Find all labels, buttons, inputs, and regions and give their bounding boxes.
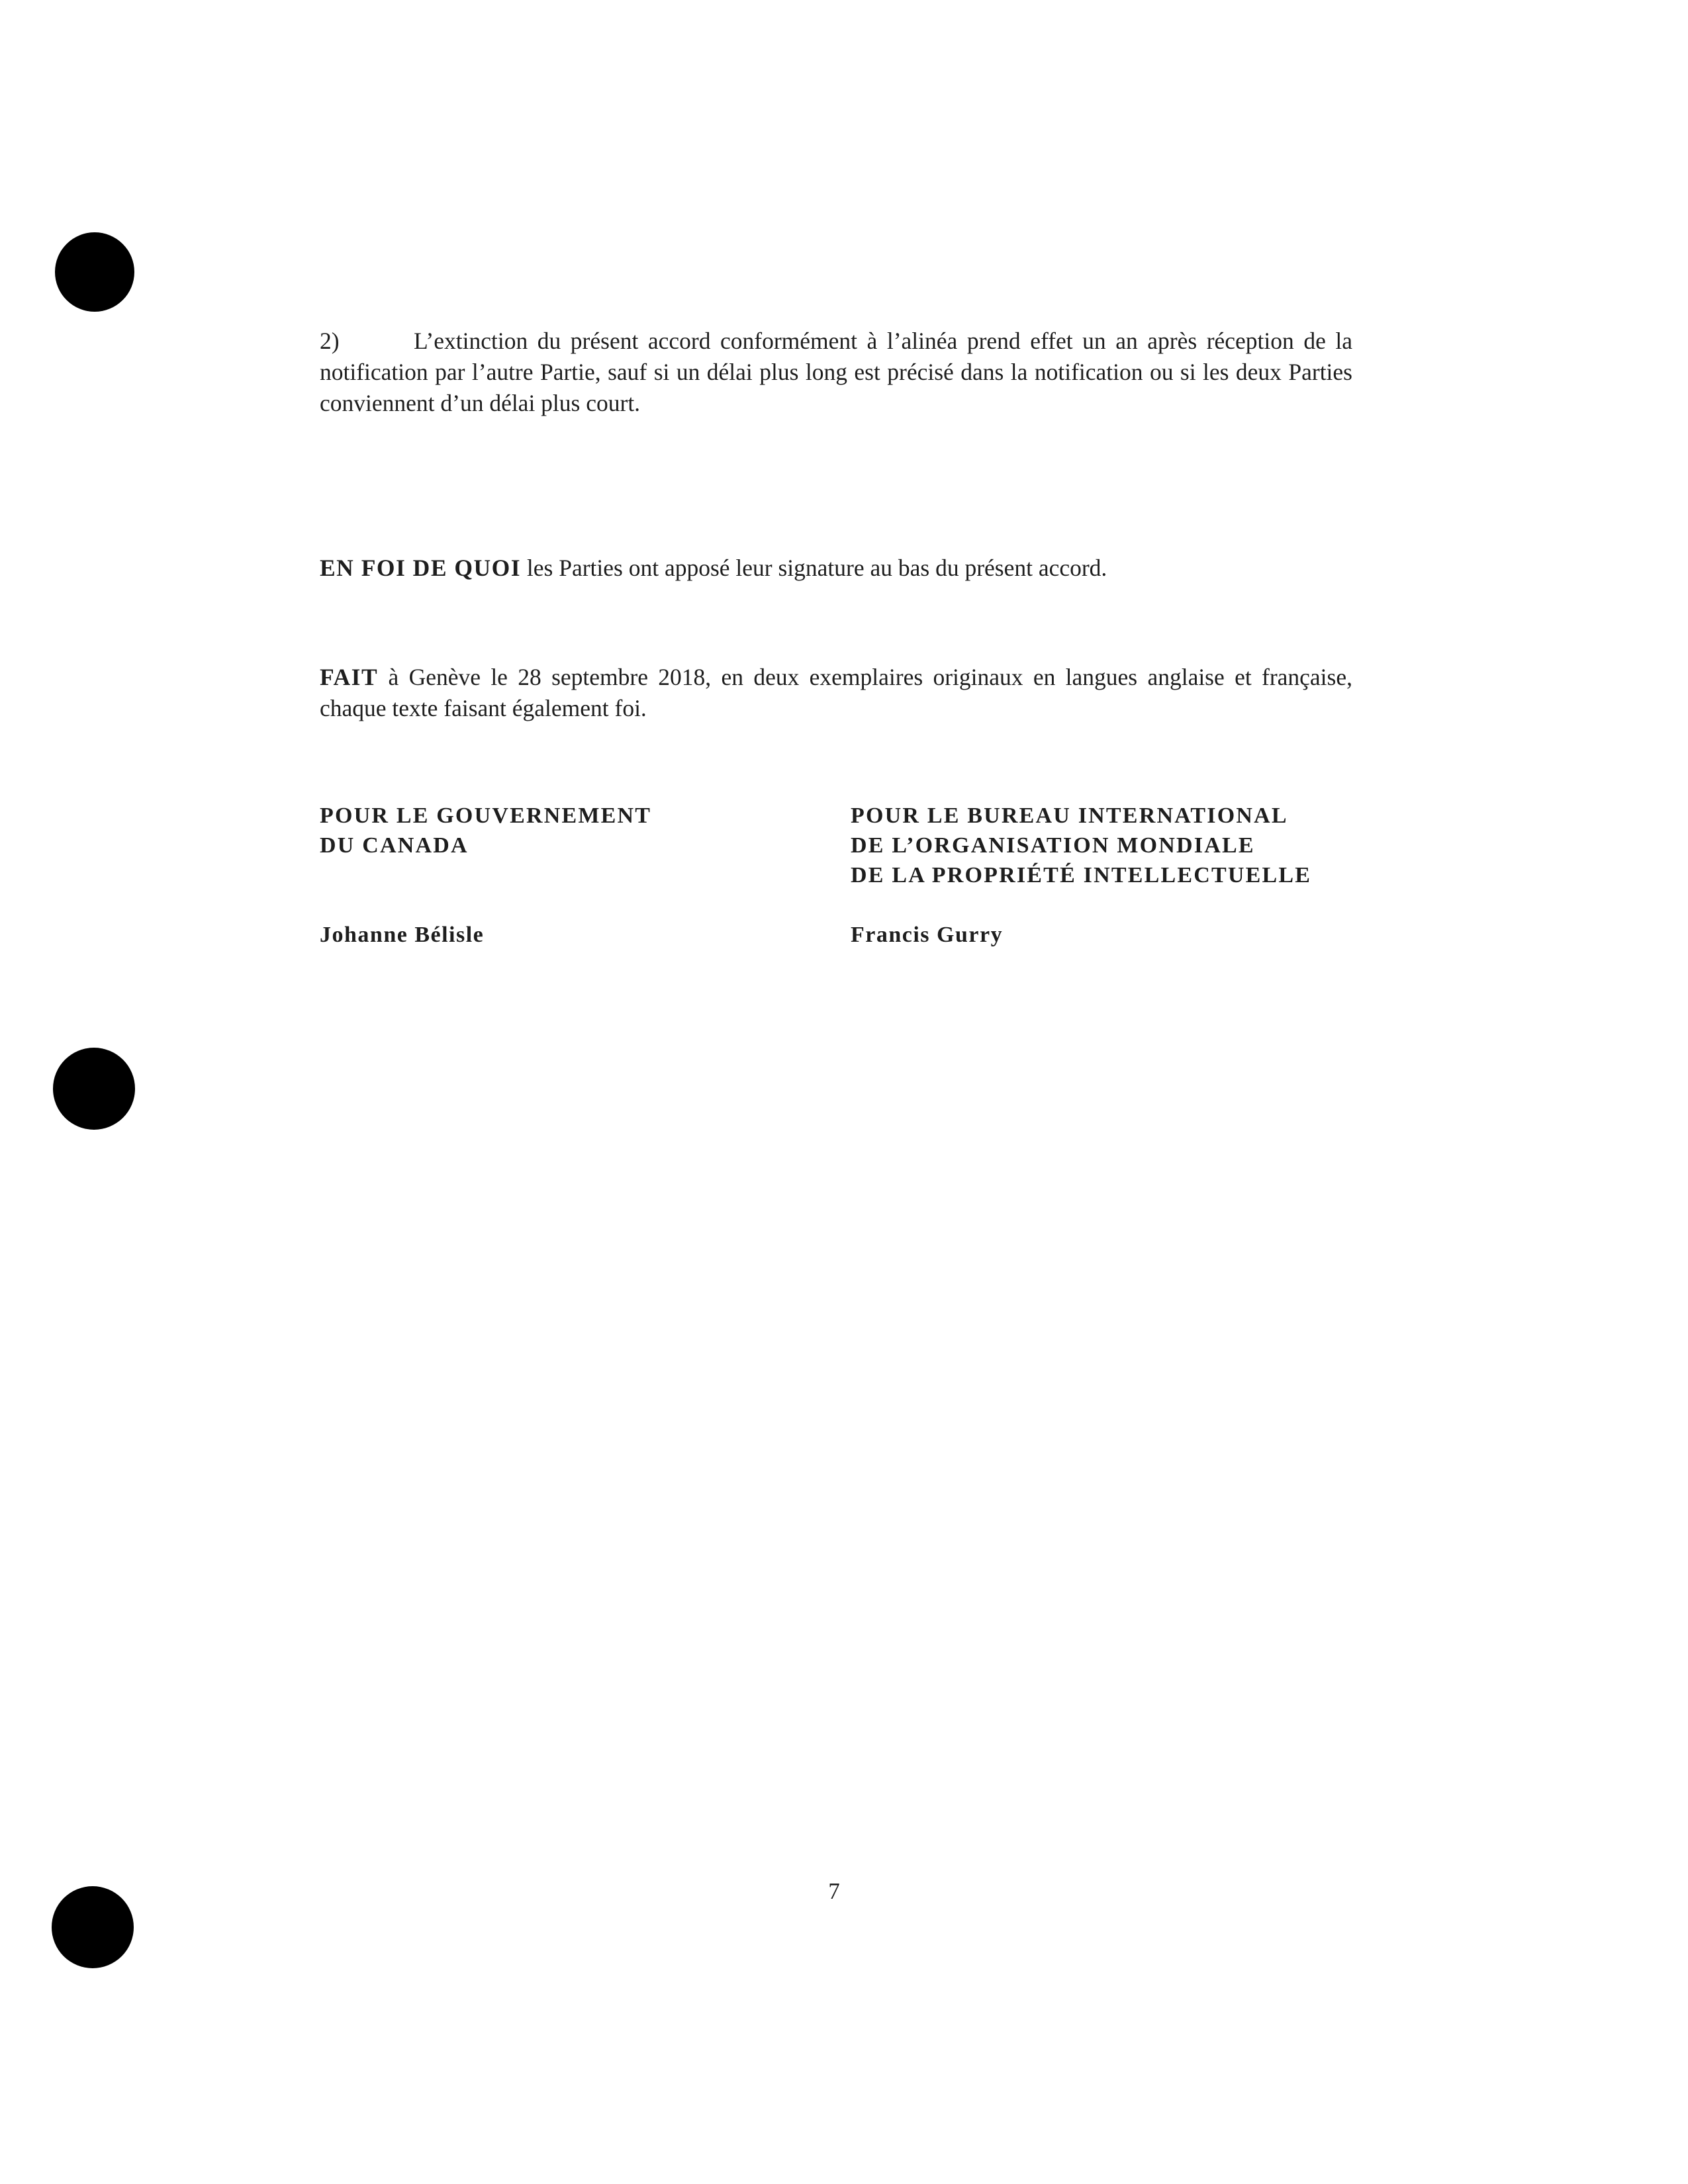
witness-lead: EN FOI DE QUOI <box>320 555 522 581</box>
signatory-right-title-line: DE L’ORGANISATION MONDIALE <box>851 833 1255 858</box>
paragraph-2-text: L’extinction du présent accord conformément à l’alinéa prend effet un an après réception de la notification par l’autre Partie, sauf si un délai plus long est précisé dans la notification ou si les deux Parties conviennent d’un délai plus court. <box>320 328 1352 416</box>
witness-text: les Parties ont apposé leur signature au bas du présent accord. <box>521 555 1107 581</box>
done-at-text: à Genève le 28 septembre 2018, en deux exemplaires originaux en langues anglaise et française, chaque texte faisant également foi. <box>320 664 1352 721</box>
done-at-clause <box>320 662 1352 724</box>
signatory-right-title-line: DE LA PROPRIÉTÉ INTELLECTUELLE <box>851 863 1312 887</box>
done-at-lead: FAIT <box>320 664 379 690</box>
page-number: 7 <box>828 1878 840 1904</box>
punch-hole-bottom <box>52 1886 134 1968</box>
witness-clause <box>320 553 1352 584</box>
paragraph-number: 2) <box>320 328 340 354</box>
punch-hole-middle <box>53 1048 135 1130</box>
signatory-right-title <box>851 801 1311 890</box>
signatory-left-title-line: DU CANADA <box>320 833 469 858</box>
paragraph-2 <box>320 326 1352 419</box>
signatory-left-title <box>320 801 651 860</box>
signatory-right-title-line: POUR LE BUREAU INTERNATIONAL <box>851 803 1288 828</box>
punch-hole-top <box>55 232 134 312</box>
signatory-left-name: Johanne Bélisle <box>320 923 485 947</box>
signatory-left-title-line: POUR LE GOUVERNEMENT <box>320 803 652 828</box>
signatory-right-name: Francis Gurry <box>851 923 1004 947</box>
